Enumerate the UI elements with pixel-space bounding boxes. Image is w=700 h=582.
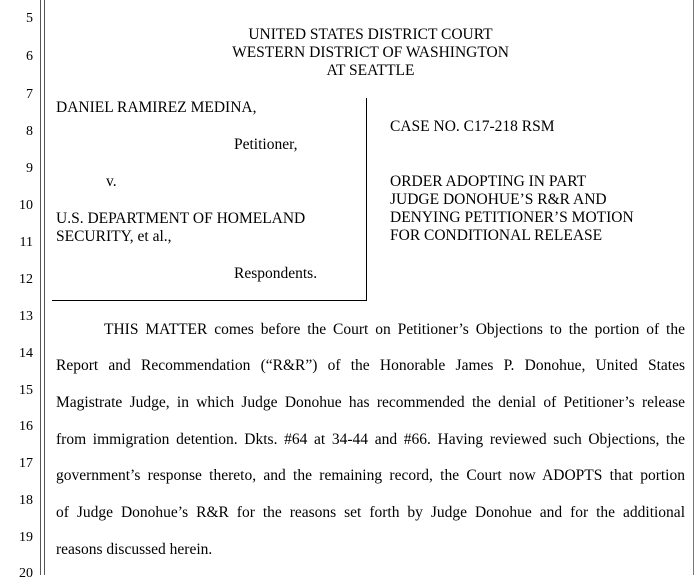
- body-line: reasons discussed herein.: [56, 541, 213, 558]
- body-line: government’s response thereto, and the remaining record, the Court now ADOPTS that portion: [56, 467, 685, 484]
- body-line: THIS MATTER comes before the Court on Petitioner’s Objections to the portion of the: [104, 321, 685, 338]
- line-number: 12: [19, 272, 33, 287]
- line-number: 20: [19, 566, 33, 581]
- body-line: of Judge Donohue’s R&R for the reasons set forth by Judge Donohue and for the additional: [56, 504, 685, 521]
- order-title-line: ORDER ADOPTING IN PART: [390, 173, 587, 190]
- line-number: 8: [26, 124, 33, 139]
- line-number: 16: [19, 419, 33, 434]
- margin-rule-page-right: [693, 0, 694, 575]
- court-location: AT SEATTLE: [326, 62, 415, 79]
- order-title-line: FOR CONDITIONAL RELEASE: [390, 227, 603, 244]
- line-number: 11: [19, 235, 33, 250]
- petitioner-name: DANIEL RAMIREZ MEDINA,: [56, 99, 257, 116]
- line-number: 9: [26, 161, 33, 176]
- line-number: 17: [19, 456, 33, 471]
- case-number: CASE NO. C17-218 RSM: [390, 118, 555, 135]
- body-line: from immigration detention. Dkts. #64 at 34-44 and #66. Having reviewed such Objections, the: [56, 431, 685, 448]
- line-number: 19: [19, 530, 33, 545]
- margin-rule-right: [44, 0, 45, 575]
- respondent-role: Respondents.: [234, 265, 318, 282]
- body-line: Magistrate Judge, in which Judge Donohue has recommended the denial of Petitioner’s release: [56, 394, 685, 411]
- line-number: 14: [19, 346, 33, 361]
- caption-horizontal-rule: [52, 300, 367, 301]
- court-district: WESTERN DISTRICT OF WASHINGTON: [232, 44, 509, 61]
- line-number: 13: [19, 309, 33, 324]
- order-title-line: JUDGE DONOHUE’S R&R AND: [390, 191, 607, 208]
- line-number: 5: [26, 11, 33, 26]
- line-number: 6: [26, 49, 33, 64]
- line-number: 7: [26, 87, 33, 102]
- body-line: Report and Recommendation (“R&R”) of the Honorable James P. Donohue, United States: [56, 357, 685, 374]
- respondent-name-line2: SECURITY, et al.,: [56, 228, 172, 245]
- caption-vertical-rule: [366, 98, 367, 300]
- line-number: 10: [19, 198, 33, 213]
- line-number: 18: [19, 493, 33, 508]
- petitioner-role: Petitioner,: [234, 136, 298, 153]
- court-name: UNITED STATES DISTRICT COURT: [248, 26, 493, 43]
- margin-rule-left: [40, 0, 41, 575]
- respondent-name-line1: U.S. DEPARTMENT OF HOMELAND: [56, 210, 306, 227]
- line-number: 15: [19, 383, 33, 398]
- versus: v.: [106, 173, 117, 190]
- order-title-line: DENYING PETITIONER’S MOTION: [390, 209, 634, 226]
